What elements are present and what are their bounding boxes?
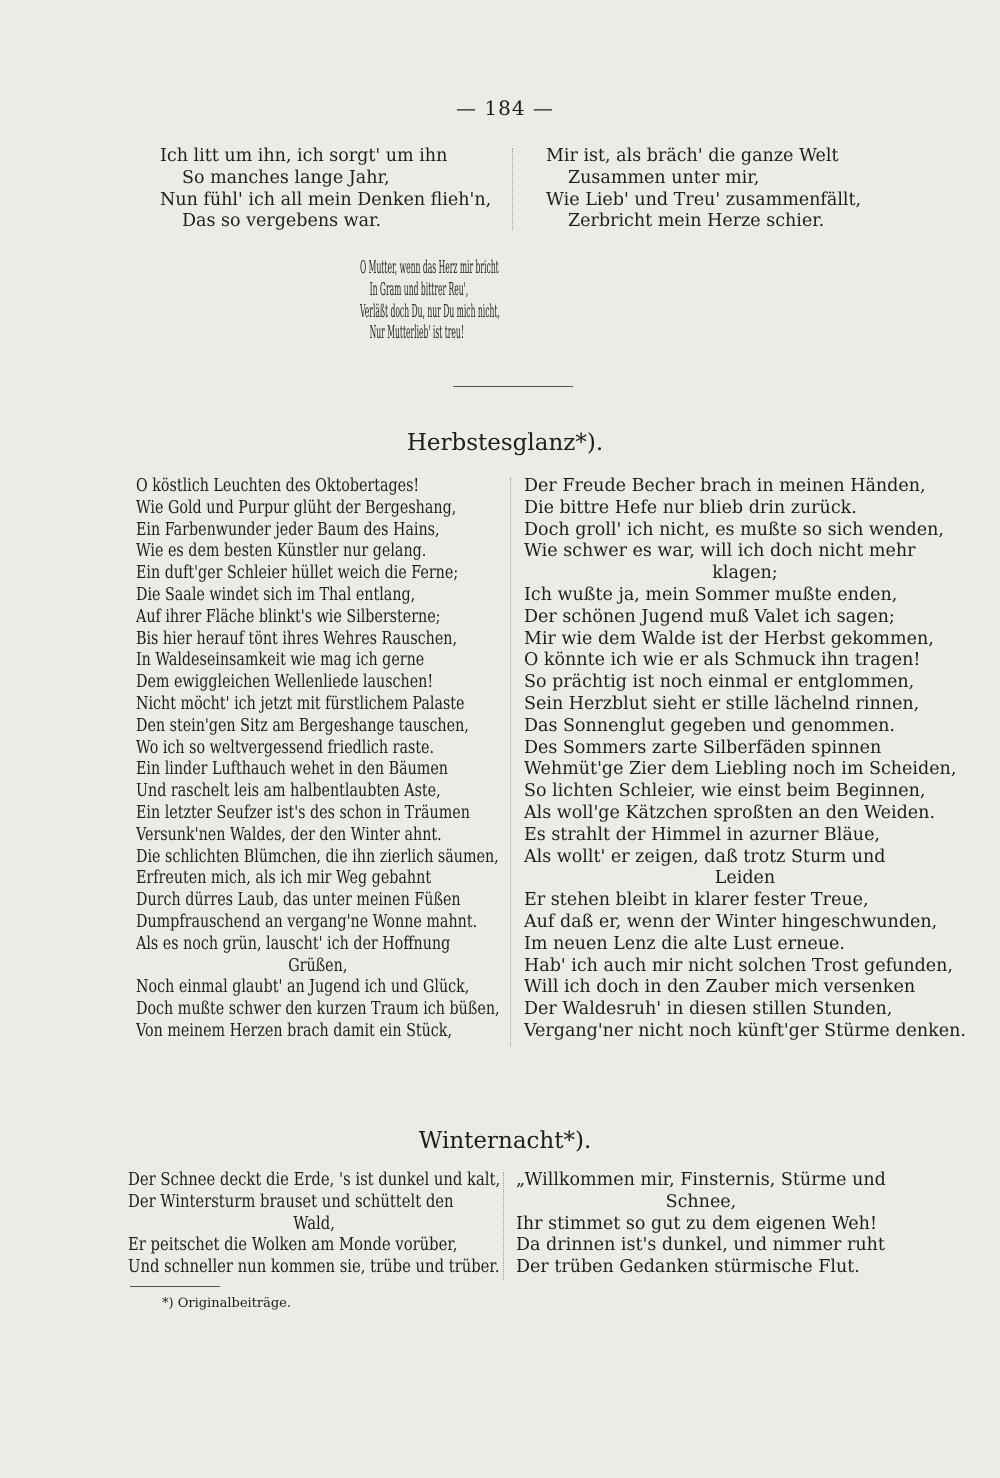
verse-line: In Gram und bittrer Reu',: [369, 279, 469, 300]
verse-line: Ein letzter Seufzer ist's des schon in Träumen: [136, 802, 470, 823]
verse-line: Der Schnee deckt die Erde, 's ist dunkel und kalt,: [128, 1170, 501, 1190]
verse-line: Erfreuten mich, als ich mir Weg gebahnt: [136, 868, 432, 889]
footnote-rule: [130, 1286, 220, 1287]
poem1-center-stanza: [360, 258, 682, 345]
verse-line: Noch einmal glaubt' an Jugend ich und Glück,: [136, 977, 470, 998]
verse-line: So manches lange Jahr,: [182, 167, 390, 188]
verse-line: Das Sonnenglut gegeben und genommen.: [524, 715, 895, 736]
verse-line: Doch mußte schwer den kurzen Traum ich büßen,: [136, 999, 500, 1020]
verse-line: Ein Farbenwunder jeder Baum des Hains,: [136, 519, 440, 540]
verse-line: Der schönen Jugend muß Valet ich sagen;: [524, 606, 895, 627]
poem1-right-stanza: [546, 146, 861, 233]
verse-line: Mir wie dem Walde ist der Herbst gekommen,: [524, 628, 934, 649]
verse-line-continuation: klagen;: [712, 563, 778, 584]
verse-line: Wie schwer es war, will ich doch nicht mehr: [524, 541, 916, 562]
poem1-left-stanza: [160, 146, 491, 233]
verse-line: Auf ihrer Fläche blinkt's wie Silbersterne;: [136, 606, 441, 627]
verse-line: Verläßt doch Du, nur Du mich nicht,: [360, 301, 500, 322]
verse-line: Sein Herzblut sieht er stille lächelnd rinnen,: [524, 693, 920, 714]
verse-line: Die bittre Hefe nur blieb drin zurück.: [524, 497, 857, 518]
verse-line: Nicht möcht' ich jetzt mit fürstlichem Palaste: [136, 693, 465, 714]
verse-line: Ein duft'ger Schleier hüllet weich die Ferne;: [136, 563, 459, 584]
verse-line: Nur Mutterlieb' ist treu!: [369, 323, 464, 344]
winternacht-right-column: [516, 1170, 886, 1279]
verse-line: Als es noch grün, lauscht' ich der Hoffnung: [136, 933, 451, 954]
verse-line: Doch groll' ich nicht, es mußte so sich wenden,: [524, 519, 944, 540]
verse-line: Vergang'ner nicht noch künft'ger Stürme denken.: [524, 1020, 966, 1041]
section-divider: [453, 386, 573, 387]
verse-line-continuation: Grüßen,: [288, 955, 348, 976]
footnote: *) Originalbeiträge.: [162, 1296, 292, 1311]
verse-line: So lichten Schleier, wie einst beim Beginnen,: [524, 781, 926, 802]
verse-line: Die Saale windet sich im Thal entlang,: [136, 584, 416, 605]
column-divider: [510, 478, 517, 1046]
verse-line: O köstlich Leuchten des Oktobertages!: [136, 476, 420, 496]
verse-line: Der Waldesruh' in diesen stillen Stunden,: [524, 999, 893, 1020]
verse-line: Wehmüt'ge Zier dem Liebling noch im Scheiden,: [524, 759, 957, 780]
verse-line: Er stehen bleibt in klarer fester Treue,: [524, 890, 869, 911]
verse-line: Des Sommers zarte Silberfäden spinnen: [524, 737, 882, 758]
verse-line: Und raschelt leis am halbentlaubten Aste,: [136, 781, 441, 802]
verse-line: Und schneller nun kommen sie, trübe und trüber.: [128, 1257, 500, 1278]
verse-line: Wie Gold und Purpur glüht der Bergeshang,: [136, 497, 457, 518]
verse-line: Zusammen unter mir,: [568, 167, 760, 188]
verse-line: Durch dürres Laub, das unter meinen Füßen: [136, 890, 461, 911]
verse-line: Mir ist, als bräch' die ganze Welt: [546, 146, 839, 166]
verse-line: Nun fühl' ich all mein Denken flieh'n,: [160, 189, 492, 210]
verse-line: Von meinem Herzen brach damit ein Stück,: [136, 1020, 452, 1041]
verse-line: Im neuen Lenz die alte Lust erneue.: [524, 933, 845, 954]
verse-line: Ihr stimmet so gut zu dem eigenen Weh!: [516, 1213, 877, 1234]
column-divider: [503, 1172, 510, 1280]
verse-line: Als woll'ge Kätzchen sproßten an den Weiden.: [524, 802, 936, 823]
verse-line: Versunk'nen Waldes, der den Winter ahnt.: [136, 824, 442, 845]
verse-line: Die schlichten Blümchen, die ihn zierlich säumen,: [136, 846, 499, 867]
verse-line: Das so vergebens war.: [182, 211, 382, 232]
verse-line: Er peitschet die Wolken am Monde vorüber,: [128, 1235, 458, 1256]
verse-line: Der Wintersturm brauset und schüttelt den: [128, 1191, 454, 1212]
verse-line: Es strahlt der Himmel in azurner Bläue,: [524, 824, 880, 845]
verse-line: Ich wußte ja, mein Sommer mußte enden,: [524, 584, 898, 605]
verse-line: Ein linder Lufthauch wehet in den Bäumen: [136, 759, 448, 780]
column-divider: [512, 148, 519, 230]
verse-line: Dumpfrauschend an vergang'ne Wonne mahnt.: [136, 911, 478, 932]
verse-line: Auf daß er, wenn der Winter hingeschwunden,: [524, 911, 938, 932]
verse-line: O könnte ich wie er als Schmuck ihn tragen!: [524, 650, 921, 671]
verse-line: Den stein'gen Sitz am Bergeshange tauschen,: [136, 715, 469, 736]
verse-line: Wo ich so weltvergessend friedlich raste.: [136, 737, 435, 758]
verse-line: O Mutter, wenn das Herz mir bricht: [360, 258, 499, 278]
verse-line: So prächtig ist noch einmal er entglommen,: [524, 672, 915, 693]
verse-line: Zerbricht mein Herze schier.: [568, 211, 825, 232]
poem-title-herbstesglanz: Herbstesglanz*).: [406, 430, 604, 456]
verse-line-continuation: Wald,: [293, 1213, 335, 1234]
verse-line: Wie es dem besten Künstler nur gelang.: [136, 541, 427, 562]
verse-line: Will ich doch in den Zauber mich versenken: [524, 977, 916, 998]
verse-line: Wie Lieb' und Treu' zusammenfällt,: [546, 189, 862, 210]
verse-line: Der trüben Gedanken stürmische Flut.: [516, 1257, 860, 1278]
verse-line: Als wollt' er zeigen, daß trotz Sturm und: [524, 846, 886, 867]
verse-line: In Waldeseinsamkeit wie mag ich gerne: [136, 650, 425, 671]
verse-line: „Willkommen mir, Finsternis, Stürme und: [516, 1170, 886, 1190]
page-number: — 184 —: [456, 96, 554, 120]
verse-line: Ich litt um ihn, ich sorgt' um ihn: [160, 146, 448, 166]
verse-line-continuation: Leiden: [714, 868, 776, 889]
herbstesglanz-right-column: [524, 476, 966, 1043]
verse-line: Dem ewiggleichen Wellenliede lauschen!: [136, 672, 434, 693]
verse-line: Hab' ich auch mir nicht solchen Trost gefunden,: [524, 955, 953, 976]
poem-title-winternacht: Winternacht*).: [418, 1128, 592, 1154]
verse-line: Bis hier herauf tönt ihres Wehres Rauschen,: [136, 628, 458, 649]
verse-line: Der Freude Becher brach in meinen Händen,: [524, 476, 926, 496]
verse-line-continuation: Schnee,: [665, 1191, 737, 1212]
verse-line: Da drinnen ist's dunkel, und nimmer ruht: [516, 1235, 885, 1256]
